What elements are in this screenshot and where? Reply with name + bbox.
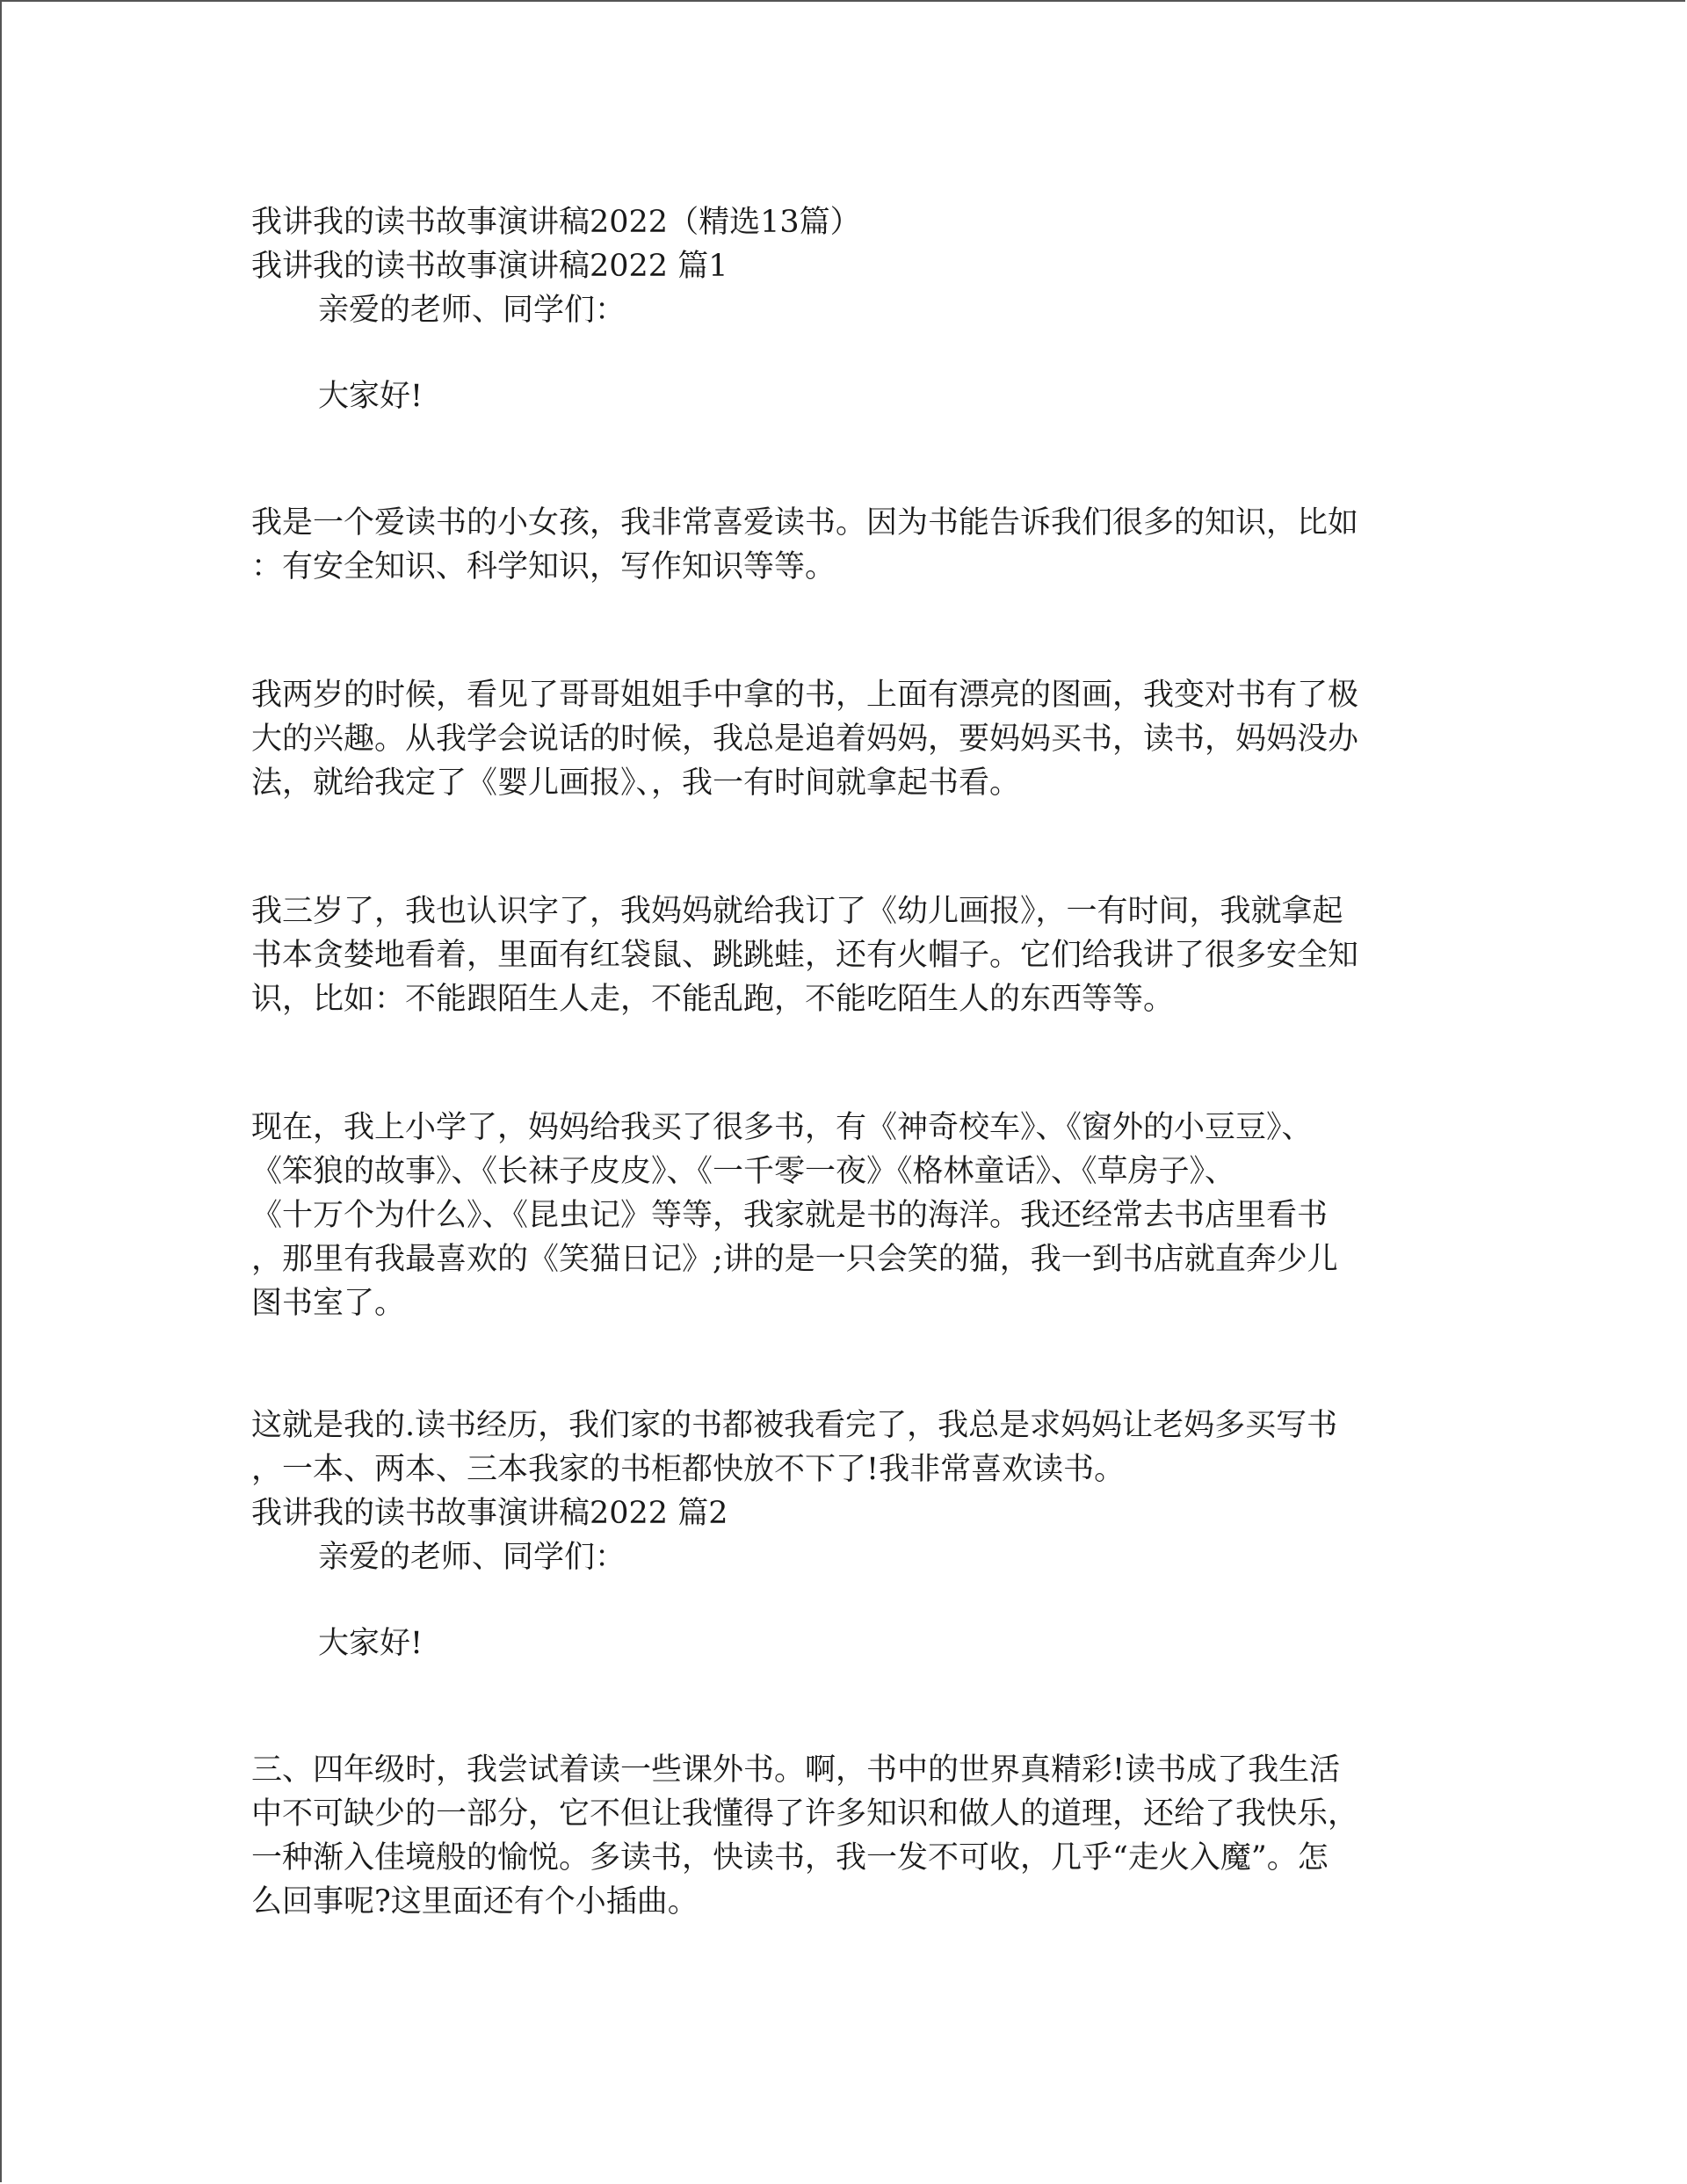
paragraph-line: 大的兴趣。从我学会说话的时候，我总是追着妈妈，要妈妈买书，读书，妈妈没办	[251, 722, 1359, 757]
paragraph-line: 一种渐入佳境般的愉悦。多读书，快读书，我一发不可收，几乎“走火入魔”。怎	[251, 1840, 1329, 1876]
paragraph-line: 我是一个爱读书的小女孩，我非常喜爱读书。因为书能告诉我们很多的知识，比如	[251, 505, 1359, 541]
paragraph-line: 《十万个为什么》、《昆虫记》等等，我家就是书的海洋。我还经常去书店里看书	[251, 1198, 1329, 1233]
section-heading: 我讲我的读书故事演讲稿2022 篇1	[251, 249, 728, 284]
paragraph-line: 法，就给我定了《婴儿画报》、，我一有时间就拿起书看。	[251, 765, 1021, 801]
paragraph-line: 这就是我的.读书经历，我们家的书都被我看完了，我总是求妈妈让老妈多买写书	[251, 1408, 1338, 1443]
section-heading: 我讲我的读书故事演讲稿2022 篇2	[251, 1496, 728, 1531]
document-title: 我讲我的读书故事演讲稿2022（精选13篇）	[251, 205, 861, 240]
paragraph-line: 识，比如：不能跟陌生人走，不能乱跑，不能吃陌生人的东西等等。	[251, 982, 1175, 1017]
paragraph-line: 三、四年级时，我尝试着读一些课外书。啊，书中的世界真精彩!读书成了我生活	[251, 1752, 1341, 1788]
paragraph-line: 我三岁了，我也认识字了，我妈妈就给我订了《幼儿画报》，一有时间，我就拿起	[251, 894, 1343, 929]
paragraph-line: 《笨狼的故事》、《长袜子皮皮》、《一千零一夜》《格林童话》、《草房子》、	[251, 1154, 1236, 1189]
paragraph-line: ：有安全知识、科学知识，写作知识等等。	[251, 549, 836, 584]
paragraph-line: 我两岁的时候，看见了哥哥姐姐手中拿的书，上面有漂亮的图画，我变对书有了极	[251, 678, 1359, 713]
paragraph-line: 中不可缺少的一部分，它不但让我懂得了许多知识和做人的道理，还给了我快乐，	[251, 1796, 1359, 1832]
salutation: 亲爱的老师、同学们：	[318, 293, 626, 328]
paragraph-line: ，一本、两本、三本我家的书柜都快放不下了!我非常喜欢读书。	[251, 1452, 1126, 1487]
salutation: 亲爱的老师、同学们：	[318, 1540, 626, 1575]
greeting: 大家好!	[318, 379, 424, 414]
paragraph-line: 现在，我上小学了，妈妈给我买了很多书，有《神奇校车》、《窗外的小豆豆》、	[251, 1110, 1313, 1145]
paragraph-line: 书本贪婪地看着，里面有红袋鼠、跳跳蛙，还有火帽子。它们给我讲了很多安全知	[251, 938, 1359, 973]
greeting: 大家好!	[318, 1626, 424, 1661]
paragraph-line: ，那里有我最喜欢的《笑猫日记》;讲的是一只会笑的猫，我一到书店就直奔少儿	[251, 1242, 1338, 1277]
paragraph-line: 么回事呢?这里面还有个小插曲。	[251, 1884, 699, 1919]
paragraph-line: 图书室了。	[251, 1286, 406, 1321]
